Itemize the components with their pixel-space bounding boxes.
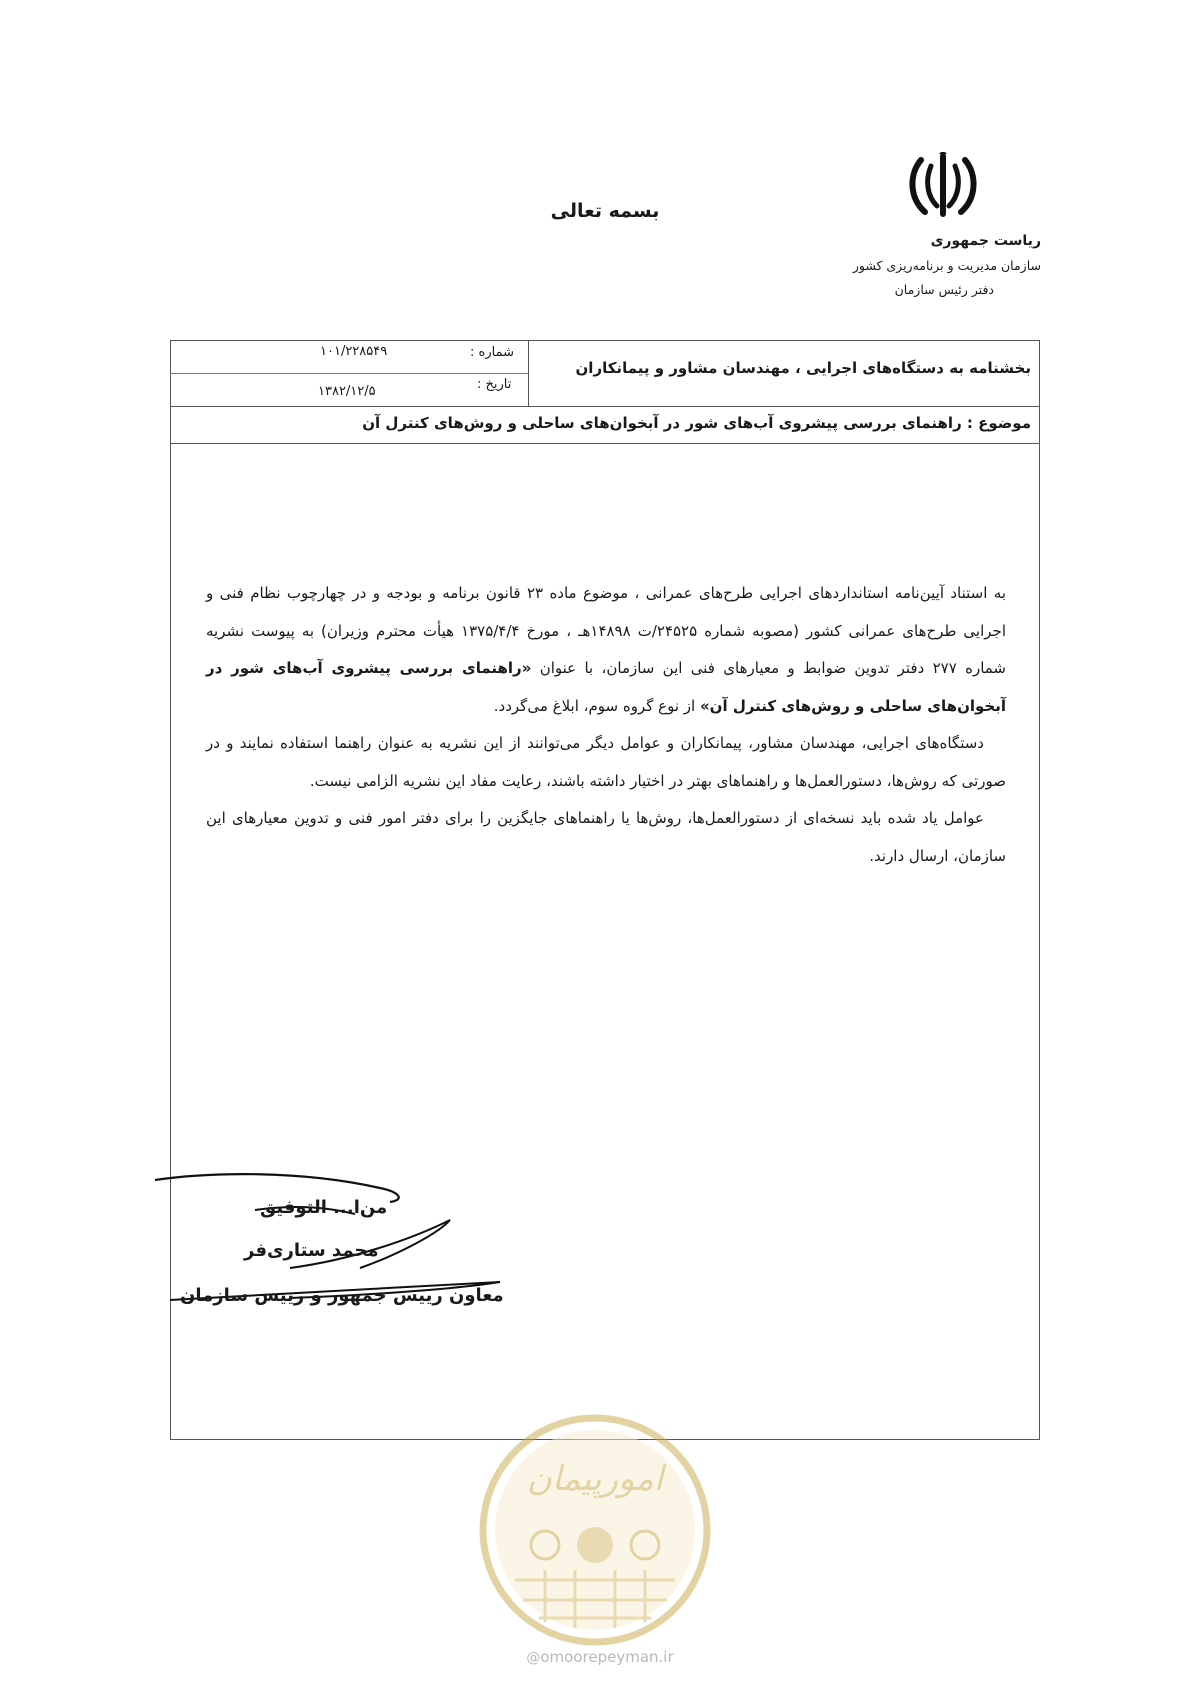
iran-emblem-icon	[905, 152, 981, 222]
paragraph-1	[206, 575, 1006, 725]
signature-closing: من‌ا... التوفیق	[260, 1197, 388, 1218]
subject-line: موضوع : راهنمای بررسی پیشروی آب‌های شور در آبخوان‌های ساحلی و روش‌های کنترل آن	[362, 414, 1031, 432]
meta-column-divider	[528, 340, 529, 406]
at-sign-icon: @	[526, 1650, 541, 1666]
basmala-heading: بسمه تعالی	[550, 200, 660, 222]
date-label: تاریخ :	[477, 377, 512, 392]
number-label: شماره :	[470, 345, 514, 360]
watermark-logo-icon	[475, 1410, 715, 1650]
subject-divider	[170, 443, 1040, 444]
site-url: omoorepeyman.ir	[540, 1648, 674, 1666]
paragraph-1-bold-title: «راهنمای بررسی پیشروی آب‌های شور در آبخوان‌های ساحلی و روش‌های کنترل آن»	[206, 659, 1006, 715]
signatory-title: معاون رییس جمهور و رییس سازمان	[180, 1285, 504, 1306]
signatory-name: محمد ستاری‌فر	[244, 1240, 379, 1261]
paragraph-1-text-b: از نوع گروه سوم، ابلاغ می‌گردد.	[493, 696, 700, 715]
number-value: ۱۰۱/۲۲۸۵۴۹	[320, 344, 388, 359]
paragraph-3: عوامل یاد شده باید نسخه‌ای از دستورالعمل‌ها، روش‌ها یا راهنماهای جایگزین را برای دفتر امور فنی و تدوین معیارهای این سازمان، ارسال دارند.	[206, 809, 1006, 865]
paragraph-2: دستگاه‌های اجرایی، مهندسان مشاور، پیمانکاران و عوامل دیگر می‌توانند از این نشریه به عنوان راهنما استفاده نمایند و در صورتی که روش‌ها، دستورالعمل‌ها و راهنماهای بهتر در اختیار داشته باشند، رعایت مفاد این نشریه الزامی نیست.	[206, 734, 1006, 790]
org-name-organization: سازمان مدیریت و برنامه‌ریزی کشور	[852, 258, 1041, 273]
header-divider	[170, 406, 1040, 407]
recipients-line: بخشنامه به دستگاه‌های اجرایی ، مهندسان مشاور و پیمانکاران	[575, 359, 1031, 377]
letter-body	[206, 575, 1006, 875]
watermark-site	[500, 1648, 700, 1666]
date-value: ۱۳۸۲/۱۲/۵	[318, 384, 376, 399]
watermark-logo-text: امورپیمان	[526, 1459, 664, 1499]
org-name-presidency: ریاست جمهوری	[930, 233, 1041, 249]
meta-row-divider	[170, 373, 528, 374]
org-name-office: دفتر رئیس سازمان	[894, 282, 994, 297]
paragraph-1-text-a: به استناد آیین‌نامه استانداردهای اجرایی طرح‌های عمرانی ، موضوع ماده ۲۳ قانون برنامه و بودجه و در چهارچوب نظام فنی و اجرایی طرح‌های عمرانی کشور (مصوبه شماره ۲۴۵۲۵/ت ۱۴۸۹۸هـ ، مورخ ۱۳۷۵/۴/۴ هیأت محترم وزیران) به پیوست نشریه شماره ۲۷۷ دفتر تدوین ضوابط و معیارهای فنی این سازمان، با عنوان	[206, 584, 1007, 677]
